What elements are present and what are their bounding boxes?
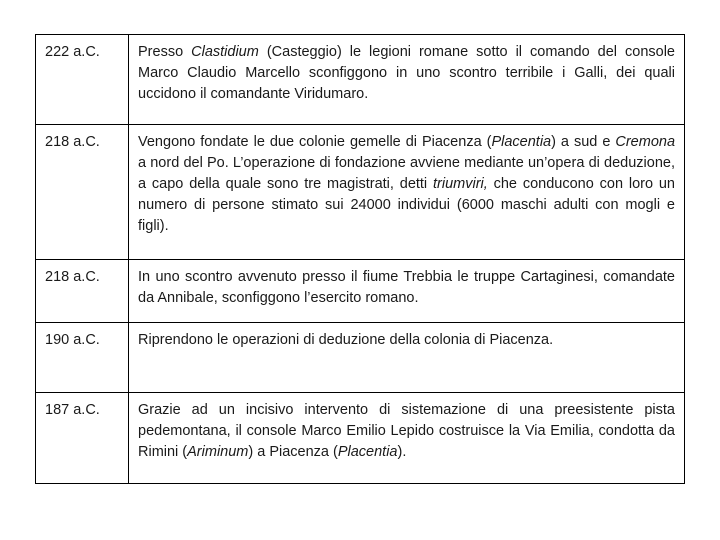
date-cell: 218 a.C. [36,125,129,260]
text-segment: (Casteggio) le legioni romane sotto il comando del console Marco Claudio Marcello sconfiggono in uno scontro terribile i Galli, dei quali uccidono il comandante Viridumaro. [138,44,675,102]
text-segment: Vengono fondate le due colonie gemelle di Piacenza ( [138,134,492,150]
date-cell: 187 a.C. [36,393,129,484]
text-segment: ) a sud e [551,134,616,150]
text-segment: Riprendono le operazioni di deduzione della colonia di Piacenza. [138,332,554,348]
table-row [36,393,685,484]
italic-text-segment: Placentia [491,134,552,150]
italic-text-segment: Cremona [615,134,676,150]
timeline-table [35,34,685,484]
text-segment: ). [397,444,407,460]
event-description [129,323,685,393]
date-cell: 222 a.C. [36,35,129,125]
text-segment: ) a Piacenza ( [248,444,338,460]
text-segment: a nord del Po. L’operazione di fondazione avviene mediante un’opera di deduzione, a capo della quale sono tre magistrati, detti [138,155,675,192]
italic-text-segment: Ariminum [187,444,249,460]
date-cell: 190 a.C. [36,323,129,393]
text-segment: Grazie ad un incisivo intervento di sistemazione di una preesistente pista pedemontana, il console Marco Emilio Lepido costruisce la Via Emilia, condotta da Rimini ( [138,402,675,460]
italic-text-segment: Placentia [337,444,398,460]
table-row [36,125,685,260]
text-segment: che conducono con loro un numero di persone stimato sui 24000 individui (6000 maschi adulti con mogli e figli). [138,176,675,234]
italic-text-segment: triumviri, [433,176,488,192]
text-segment: In uno scontro avvenuto presso il fiume Trebbia le truppe Cartaginesi, comandate da Annibale, sconfiggono l’esercito romano. [138,269,675,306]
event-description [129,125,685,260]
event-description [129,393,685,484]
date-cell: 218 a.C. [36,260,129,323]
table-row [36,260,685,323]
text-segment: Presso [138,44,192,60]
table-row [36,323,685,393]
table-row [36,35,685,125]
event-description [129,35,685,125]
italic-text-segment: Clastidium [191,44,259,60]
event-description [129,260,685,323]
